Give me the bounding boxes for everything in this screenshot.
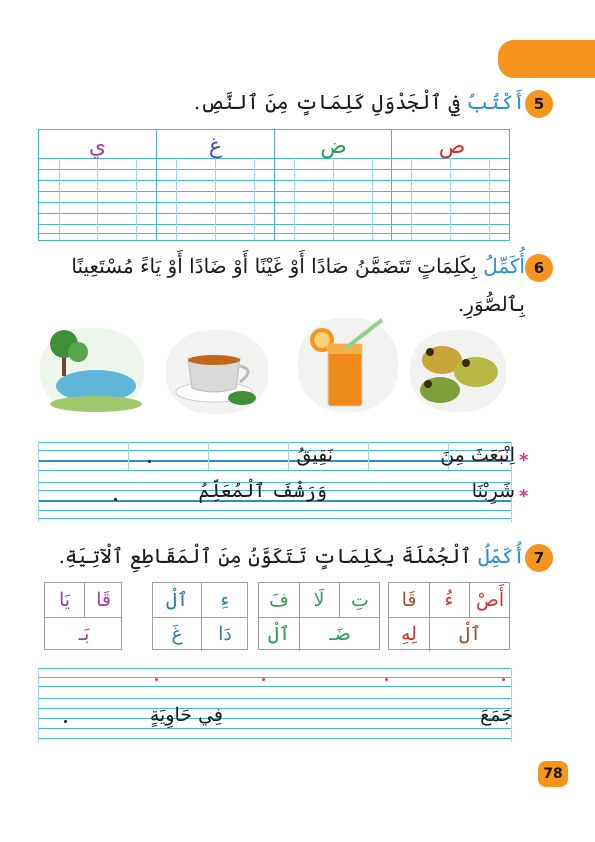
syllable-box-1: [388, 582, 510, 650]
syl-2-1: تِ: [351, 589, 369, 611]
pink-marker-2: [262, 678, 265, 681]
exercise-number-5: 5: [525, 90, 553, 118]
pink-marker-4: [502, 678, 505, 681]
sentence3-period: [64, 720, 67, 723]
bullet-star-1: *: [519, 450, 529, 471]
exercise7-verb: أُكَمِّلُ: [478, 544, 525, 568]
letter-dad: ض: [320, 134, 347, 159]
syl-1-2: ءُ: [444, 589, 454, 611]
page-number: 78: [538, 761, 568, 787]
syl-2-5: ٱلْ: [267, 623, 291, 645]
tea-cup-image: [166, 330, 268, 414]
syl-3-2: ٱلْ: [165, 589, 189, 611]
chapter-tab: [498, 40, 595, 78]
letter-sad: ص: [438, 134, 466, 159]
syllable-box-2: [258, 582, 380, 650]
lake-image: [40, 328, 144, 412]
syl-3-1: ءِ: [220, 589, 230, 611]
syl-1-1: أَصْ: [475, 589, 505, 611]
sentence3-part-b: فِي حَاوِيَةٍ: [149, 704, 223, 726]
sentence1-period: [148, 460, 151, 463]
bullet-star-2: *: [519, 486, 529, 507]
pink-marker-1: [155, 678, 158, 681]
pink-marker-3: [385, 678, 388, 681]
letter-ghain: غ: [208, 134, 223, 159]
syl-1-4: ٱلْ: [458, 623, 482, 645]
syl-2-4: ضَـ: [329, 623, 351, 645]
sentence1-part-b: نَقِيقُ: [296, 444, 333, 466]
exercise5-text: فِي ٱلْجَدْوَلِ كَلِمَاتٍ مِنَ ٱلنَّصِ.: [193, 90, 461, 114]
sentence2-part-b: وَرَشْفَ ٱلْمُعَلِّمُ: [198, 480, 327, 502]
letter-ya: ي: [88, 134, 107, 159]
orange-juice-image: [298, 318, 398, 412]
exercise5-instruction: [194, 88, 525, 116]
syl-1-3: قَا: [401, 589, 417, 611]
sentence2-period: [114, 498, 117, 501]
sentence3-part-a: جَمَعَ: [480, 704, 513, 726]
sentence1-part-a: اِنْبَعَثَ مِنَ: [440, 444, 515, 466]
frogs-image: [410, 330, 506, 412]
syl-3-4: غَ: [171, 623, 183, 645]
syl-4-2: يَا: [58, 589, 71, 611]
syl-2-3: فَ: [269, 589, 289, 611]
letters-table: [38, 129, 510, 241]
exercise6-instruction-line1: [71, 252, 525, 280]
exercise7-text: ٱلْجُمْلَةَ بِكَلِمَاتٍ تَتَكَوَّنُ مِنَ ٱلْمَقَاطِعِ ٱلْآتِيَةِ.: [58, 544, 472, 568]
exercise6-instruction-line2: بِٱلصُّوَرِ.: [457, 292, 525, 316]
syllable-box-4: [44, 582, 122, 650]
exercise6-text: بِكَلِمَاتٍ تَتَضَمَّنُ صَادًا أَوْ غَيْنًا أَوْ ضَادًا أَوْ يَاءً مُسْتَعِينًا: [71, 254, 477, 278]
exercise5-verb: أَكْتُبُ: [466, 90, 525, 114]
exercise6-verb: أُكَمِّلُ: [483, 254, 525, 278]
exercise7-writing-lines: [38, 668, 512, 742]
exercise-number-6: 6: [525, 254, 553, 282]
syl-1-5: لِهِ: [401, 623, 417, 645]
syl-4-1: قَا: [96, 589, 111, 611]
sentence2-part-a: شَرِبْنَا: [471, 480, 515, 502]
exercise-number-7: 7: [525, 544, 553, 572]
exercise7-instruction: [59, 542, 525, 570]
syllable-box-3: [152, 582, 248, 650]
syl-2-2: لَا: [313, 589, 325, 611]
syl-3-3: دَا: [218, 623, 232, 645]
syl-4-3: بَـ: [78, 623, 90, 645]
